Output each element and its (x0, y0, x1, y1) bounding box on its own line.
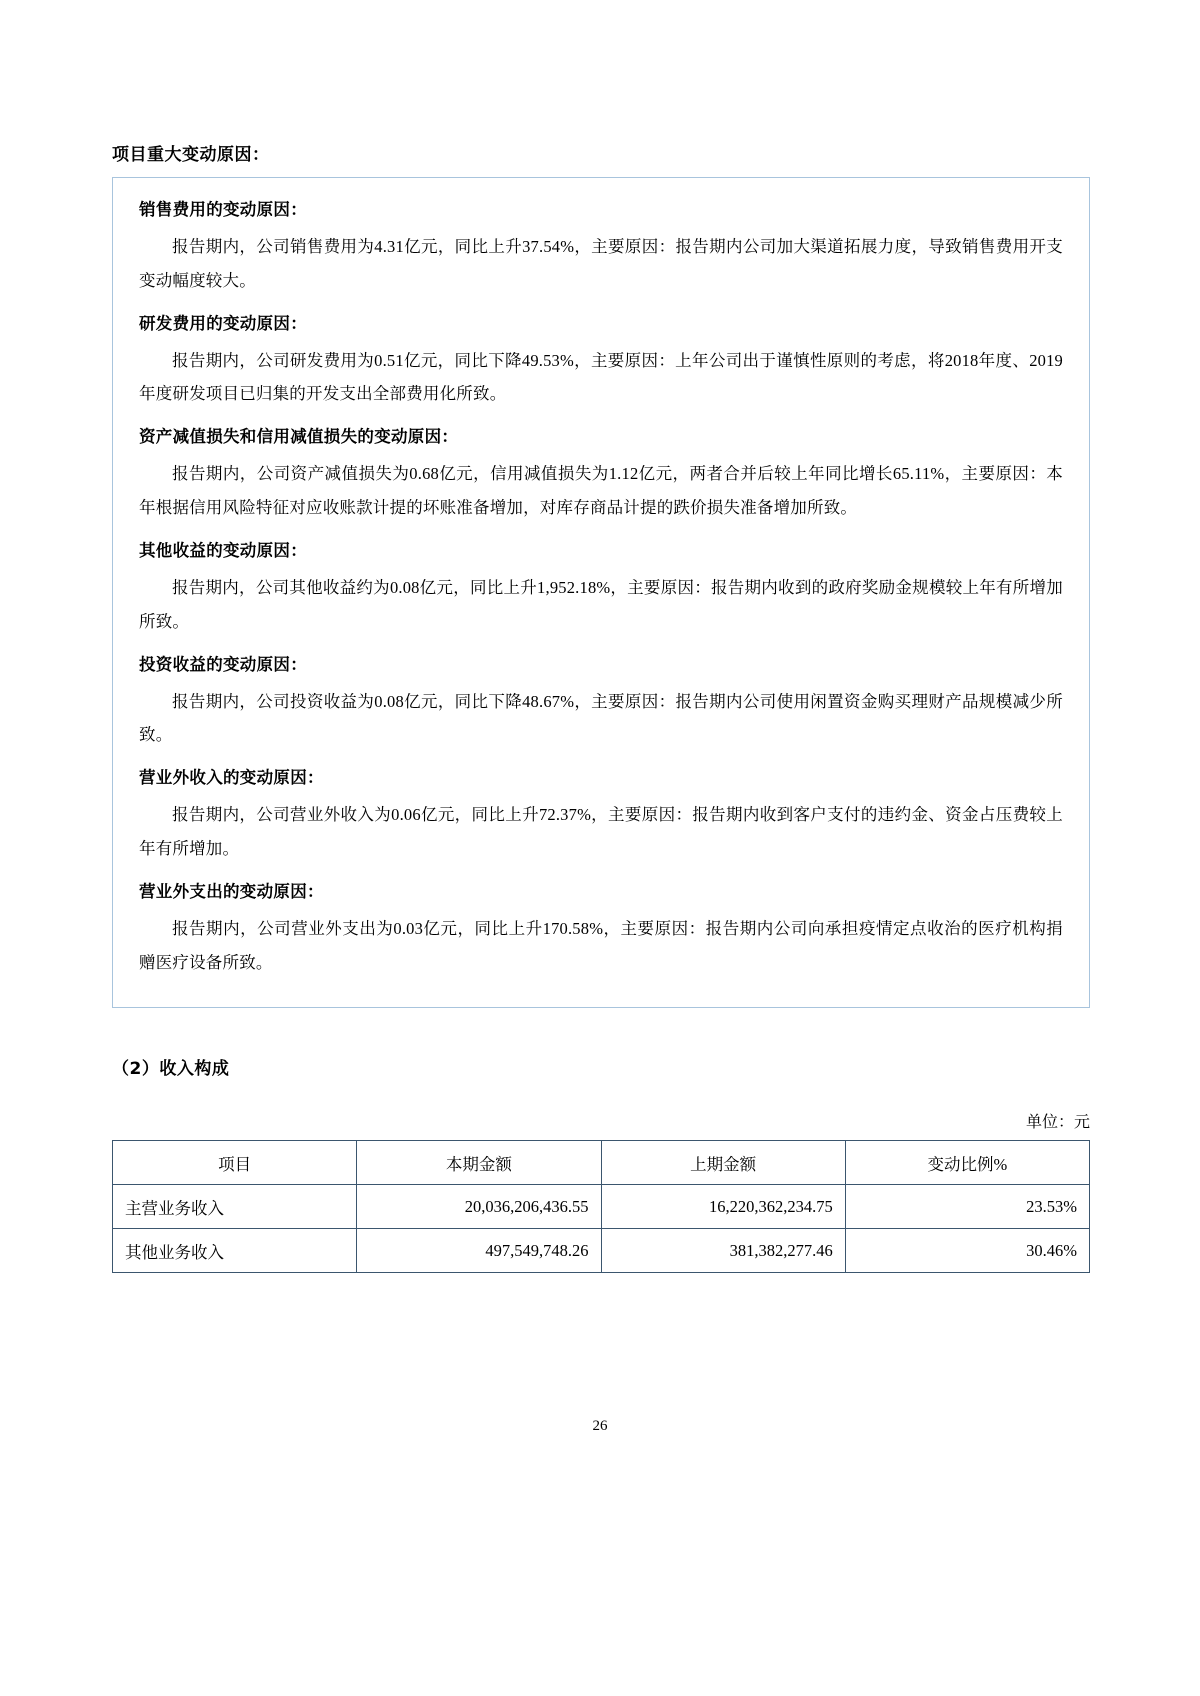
section-body-other-income: 报告期内，公司其他收益约为0.08亿元，同比上升1,952.18%，主要原因：报告期内收到的政府奖励金规模较上年有所增加所致。 (139, 577, 1063, 631)
revenue-table (112, 1140, 1090, 1273)
table-cell-item: 主营业务收入 (113, 1185, 357, 1229)
table-cell-change: 30.46% (845, 1229, 1089, 1273)
table-cell-item: 其他业务收入 (113, 1229, 357, 1273)
table-cell-current: 497,549,748.26 (357, 1229, 601, 1273)
section-title-non-operating-expense: 营业外支出的变动原因： (139, 881, 324, 901)
table-cell-previous: 16,220,362,234.75 (601, 1185, 845, 1229)
page-number: 26 (592, 1418, 608, 1434)
section-title-investment-income: 投资收益的变动原因： (139, 654, 307, 674)
section-body-sales-expense: 报告期内，公司销售费用为4.31亿元，同比上升37.54%，主要原因：报告期内公司加大渠道拓展力度，导致销售费用开支变动幅度较大。 (139, 237, 1063, 290)
section-title-sales-expense: 销售费用的变动原因： (139, 200, 307, 219)
revenue-composition-title: （2）收入构成 (112, 1059, 230, 1080)
section-body-non-operating-expense: 报告期内，公司营业外支出为0.03亿元，同比上升170.58%，主要原因：报告期内公司向承担疫情定点收治的医疗机构捐赠医疗设备所致。 (139, 918, 1063, 972)
table-header-item: 项目 (113, 1141, 357, 1185)
change-reasons-box (112, 177, 1090, 1008)
table-header-row (113, 1141, 1090, 1185)
section-title-other-income: 其他收益的变动原因： (139, 540, 307, 560)
table-header-change: 变动比例% (845, 1141, 1089, 1185)
page-title: 项目重大变动原因： (112, 145, 270, 165)
table-unit-label: 单位：元 (1025, 1114, 1090, 1132)
table-header-current: 本期金额 (357, 1141, 601, 1185)
table-header-previous: 上期金额 (601, 1141, 845, 1185)
section-title-impairment-loss: 资产减值损失和信用减值损失的变动原因： (139, 427, 459, 447)
table-cell-change: 23.53% (845, 1185, 1089, 1229)
section-body-investment-income: 报告期内，公司投资收益为0.08亿元，同比下降48.67%，主要原因：报告期内公司使用闲置资金购买理财产品规模减少所致。 (139, 691, 1063, 745)
table-row (113, 1185, 1090, 1229)
table-row (113, 1229, 1090, 1273)
section-body-rd-expense: 报告期内，公司研发费用为0.51亿元，同比下降49.53%，主要原因：上年公司出于谨慎性原则的考虑，将2018年度、2019年度研发项目已归集的开发支出全部费用化所致。 (139, 350, 1063, 404)
table-cell-previous: 381,382,277.46 (601, 1229, 845, 1273)
section-body-non-operating-income: 报告期内，公司营业外收入为0.06亿元，同比上升72.37%，主要原因：报告期内收到客户支付的违约金、资金占压费较上年有所增加。 (139, 805, 1063, 858)
section-title-rd-expense: 研发费用的变动原因： (139, 313, 307, 333)
section-title-non-operating-income: 营业外收入的变动原因： (139, 768, 324, 788)
section-body-impairment-loss: 报告期内，公司资产减值损失为0.68亿元，信用减值损失为1.12亿元，两者合并后较上年同比增长65.11%，主要原因：本年根据信用风险特征对应收账款计提的坏账准备增加，对库存商品计提的跌价损失准备增加所致。 (139, 464, 1063, 518)
table-cell-current: 20,036,206,436.55 (357, 1185, 601, 1229)
